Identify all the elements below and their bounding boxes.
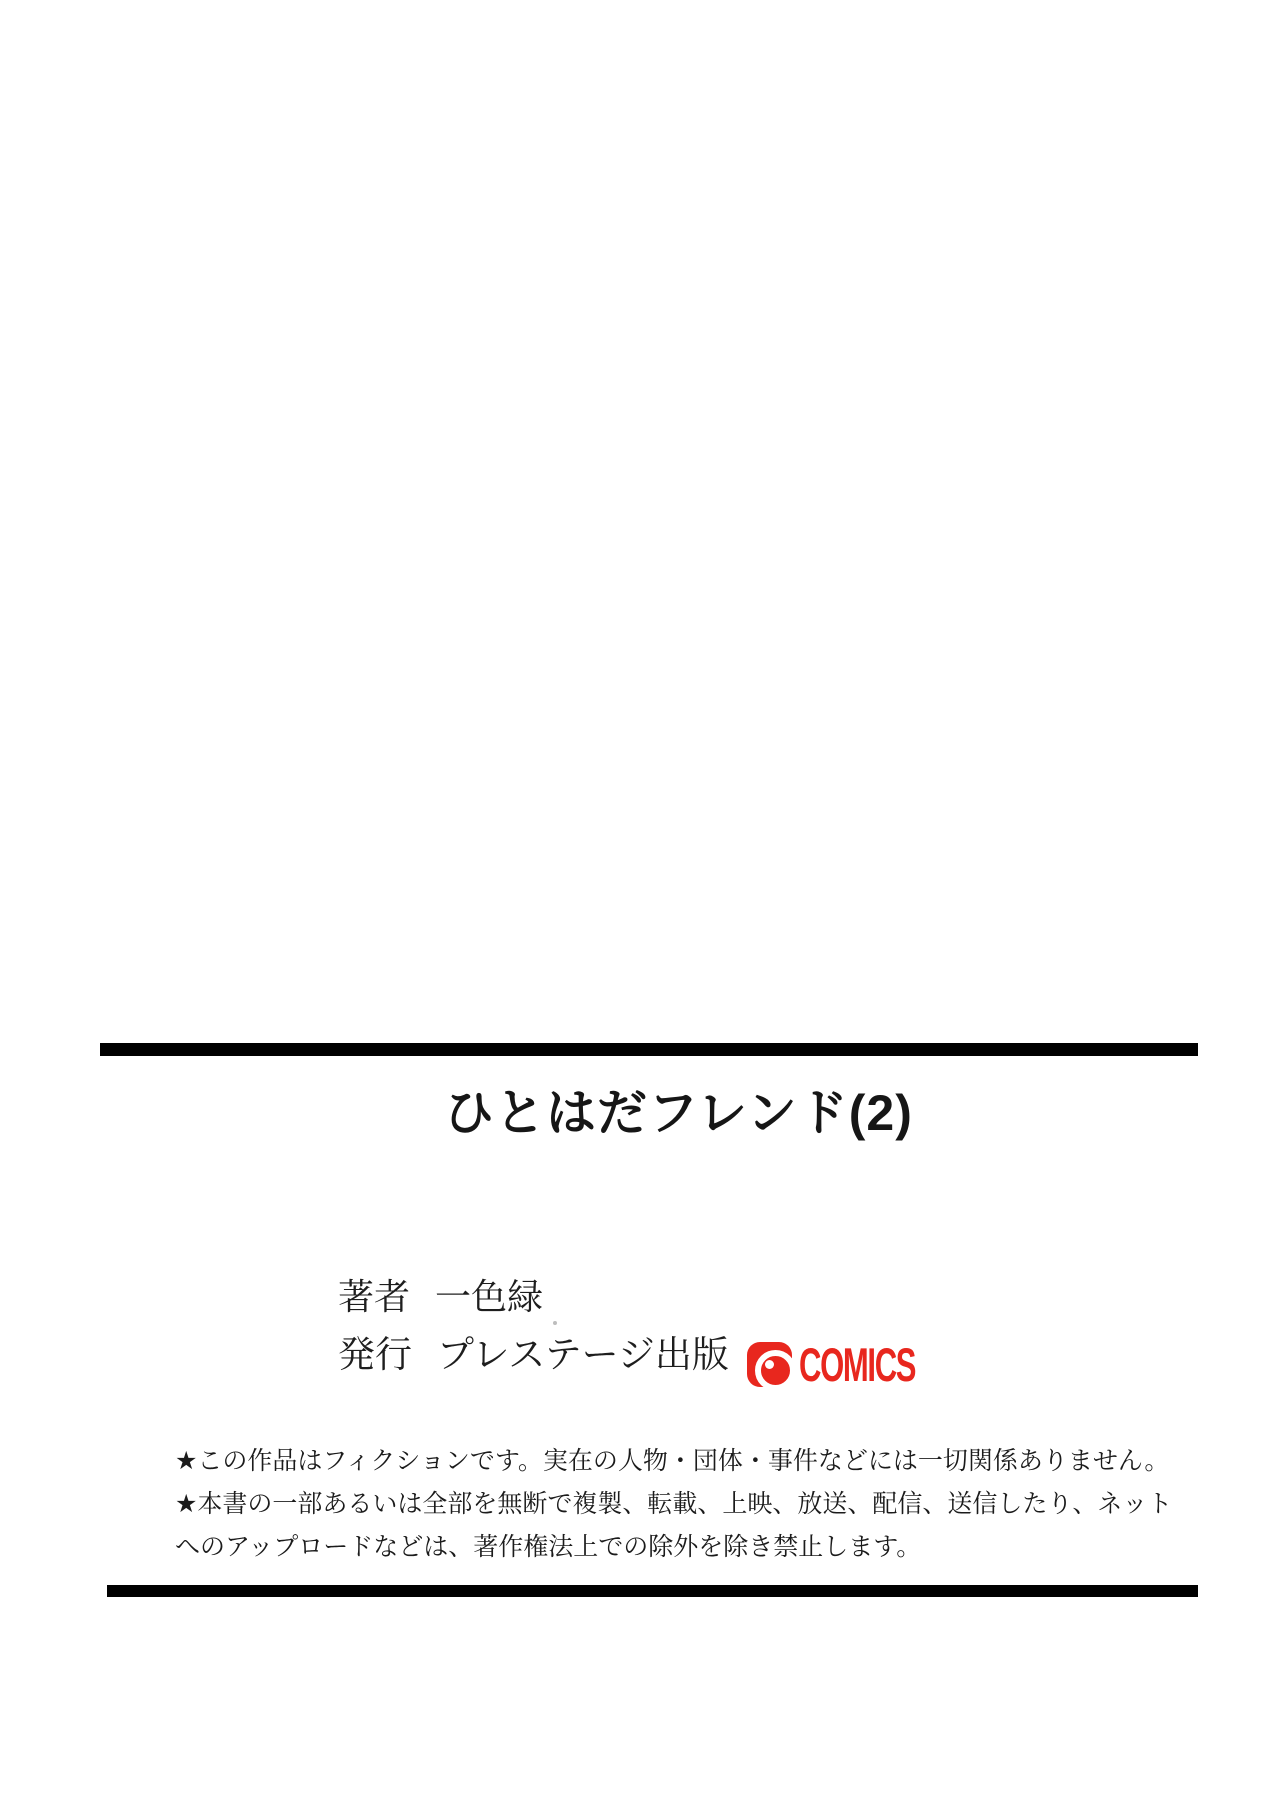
author-label: 著者	[338, 1276, 411, 1317]
spiral-target-icon	[747, 1342, 792, 1387]
disclaimer-line-2: ★本書の一部あるいは全部を無断で複製、転載、上映、放送、配信、送信したり、ネット	[175, 1490, 1173, 1518]
top-divider-rule	[100, 1043, 1198, 1056]
publisher-label: 発行	[338, 1334, 412, 1375]
publisher-line	[338, 1334, 975, 1391]
bottom-divider-rule	[107, 1585, 1198, 1597]
publisher-name: プレステージ出版	[437, 1334, 729, 1375]
disclaimer-block	[175, 1440, 1172, 1569]
disclaimer-line-3: へのアップロードなどは、著作権法上での除外を除き禁止します。	[175, 1533, 922, 1561]
book-title: ひとはだフレンド(2)	[444, 1085, 913, 1141]
author-name: 一色緑	[435, 1276, 544, 1317]
ink-speck	[553, 1321, 557, 1325]
comics-logo	[747, 1338, 975, 1391]
disclaimer-line-1: ★この作品はフィクションです。実在の人物・団体・事件などには一切関係ありません。	[175, 1447, 1170, 1475]
comics-logo-text: COMICS	[798, 1338, 916, 1391]
author-line	[338, 1276, 544, 1317]
